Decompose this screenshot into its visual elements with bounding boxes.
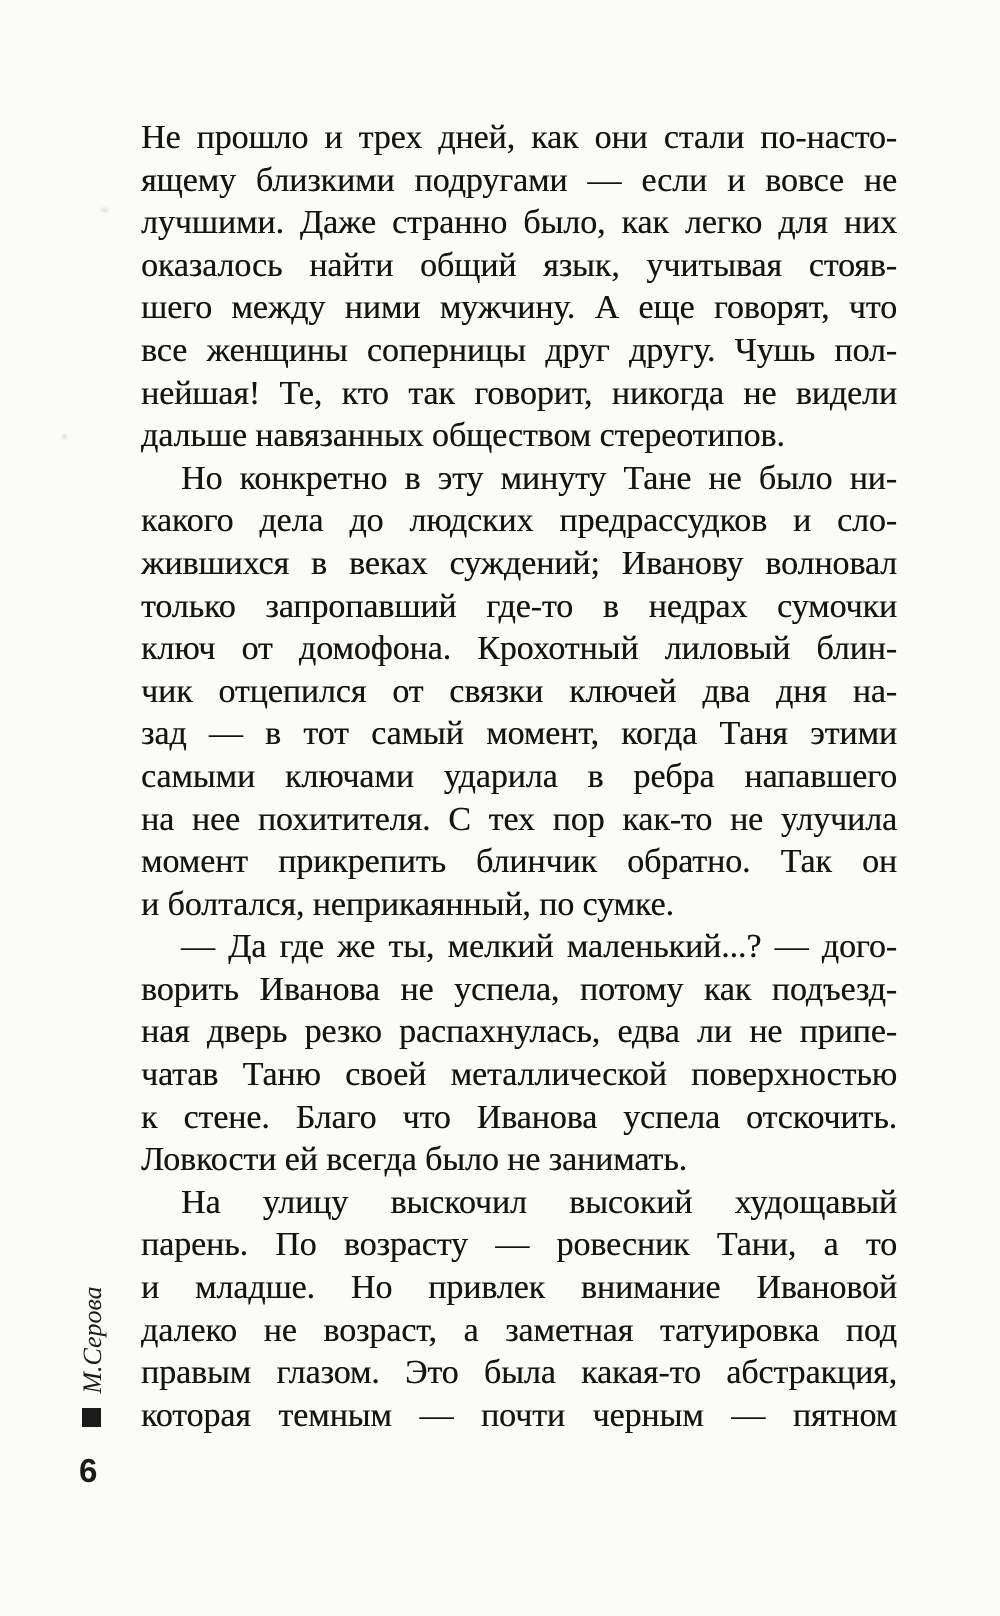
scan-speck [100,208,109,212]
text-line: зад — в тот самый момент, когда Таня этими [141,715,897,753]
text-line: чатав Таню своей металлической поверхностью [141,1056,897,1094]
text-line: Но конкретно в эту минуту Тане не было ни- [181,459,897,497]
text-line: и болтался, неприкаянный, по сумке. [141,885,674,923]
scan-speck [62,434,67,439]
page-text [141,117,897,1437]
text-line: Не прошло и трех дней, как они стали по-насто- [141,119,897,156]
text-line: какого дела до людских предрассудков и сло- [141,502,897,540]
text-line: ящему близкими подругами — если и вовсе не [141,161,897,199]
page-number: 6 [79,1452,98,1489]
text-line: момент прикрепить блинчик обратно. Так он [141,843,897,881]
text-line: Ловкости ей всегда было не занимать. [141,1141,687,1179]
margin-square-marker [82,1408,101,1427]
text-line: оказалось найти общий язык, учитывая стояв- [141,246,897,284]
text-line: — Да где же ты, мелкий маленький...? — дого- [181,928,897,966]
text-line: парень. По возрасту — ровесник Тани, а то [141,1226,897,1264]
text-line: на нее похитителя. С тех пор как-то не улучила [141,800,897,838]
text-line: все женщины соперницы друг другу. Чушь пол- [141,331,897,369]
text-line: чик отцепился от связки ключей два дня на- [141,672,897,710]
text-line: На улицу выскочил высокий худощавый [181,1183,897,1221]
text-line: ная дверь резко распахнулась, едва ли не припе- [141,1013,897,1051]
text-line: лучшими. Даже странно было, как легко для них [141,204,897,242]
text-line: шего между ними мужчину. А еще говорят, что [141,289,897,327]
text-line: к стене. Благо что Иванова успела отскочить. [141,1098,897,1136]
text-line: жившихся в веках суждений; Иванову волновал [141,544,897,582]
text-line: которая темным — почти черным — пятном [141,1396,897,1434]
text-line: ворить Иванова не успела, потому как подъезд- [141,970,897,1008]
text-line: правым глазом. Это была какая-то абстракция, [141,1354,897,1392]
text-line: самыми ключами ударила в ребра напавшего [141,757,897,795]
text-line: нейшая! Те, кто так говорит, никогда не видели [141,374,897,412]
text-line: и младше. Но привлек внимание Ивановой [141,1269,897,1307]
text-line: далеко не возраст, а заметная татуировка под [141,1311,897,1349]
margin-author-label: М.Серова [78,1286,107,1394]
text-line: ключ от домофона. Крохотный лиловый блин- [141,630,897,668]
text-line: только запропавший где-то в недрах сумочки [141,587,897,625]
text-line: дальше навязанных обществом стереотипов. [141,417,785,455]
